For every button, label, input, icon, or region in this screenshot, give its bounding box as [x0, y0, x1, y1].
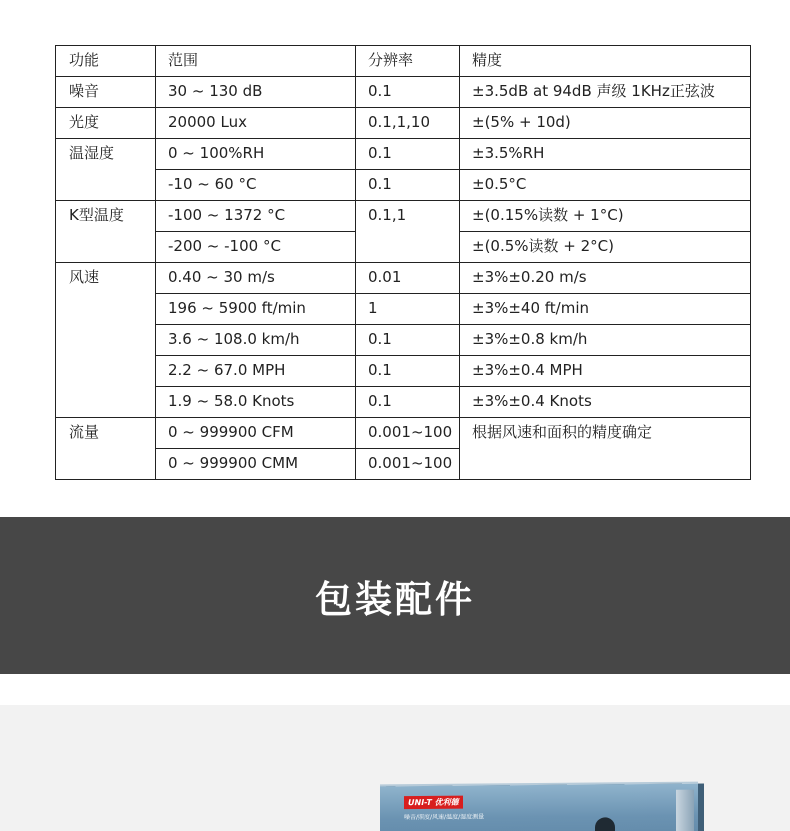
brand-logo: UNI-T 优利德 [404, 796, 463, 810]
table-row [56, 263, 751, 294]
accuracy-cell: ±3%±0.4 Knots [460, 387, 751, 418]
range-cell: 0 ~ 999900 CMM [156, 449, 356, 480]
table-row [56, 294, 751, 325]
table-row [56, 418, 751, 449]
table-row [56, 201, 751, 232]
table-header-row [56, 46, 751, 77]
resolution-cell: 0.1 [356, 77, 460, 108]
section-title: 包装配件 [315, 577, 475, 621]
range-cell: -10 ~ 60 °C [156, 170, 356, 201]
accuracy-cell: ±3%±0.20 m/s [460, 263, 751, 294]
accuracy-cell: ±3%±0.8 km/h [460, 325, 751, 356]
range-cell: 0 ~ 999900 CFM [156, 418, 356, 449]
table-row [56, 356, 751, 387]
accuracy-cell: ±0.5°C [460, 170, 751, 201]
product-box-image [380, 784, 698, 831]
resolution-cell: 0.1 [356, 139, 460, 170]
range-cell: 30 ~ 130 dB [156, 77, 356, 108]
table-row [56, 108, 751, 139]
box-side-panel [676, 790, 694, 831]
table-row [56, 325, 751, 356]
range-cell: 196 ~ 5900 ft/min [156, 294, 356, 325]
accuracy-cell: ±(0.15%读数 + 1°C) [460, 201, 751, 232]
function-cell: 风速 [56, 263, 156, 418]
resolution-cell: 0.1 [356, 325, 460, 356]
resolution-cell: 0.1,1,10 [356, 108, 460, 139]
range-cell: 0 ~ 100%RH [156, 139, 356, 170]
function-cell: 流量 [56, 418, 156, 480]
accuracy-cell: ±3%±0.4 MPH [460, 356, 751, 387]
resolution-cell: 0.1 [356, 387, 460, 418]
range-cell: 1.9 ~ 58.0 Knots [156, 387, 356, 418]
header-cell-resolution: 分辨率 [356, 46, 460, 77]
box-subtitle: 噪音/照度/风速/温度/湿度测量 [404, 813, 485, 822]
function-cell: K型温度 [56, 201, 156, 263]
accuracy-cell: ±(0.5%读数 + 2°C) [460, 232, 751, 263]
range-cell: -100 ~ 1372 °C [156, 201, 356, 232]
range-cell: 2.2 ~ 67.0 MPH [156, 356, 356, 387]
accuracy-cell: 根据风速和面积的精度确定 [460, 418, 751, 480]
resolution-cell: 0.001~100 [356, 449, 460, 480]
resolution-cell: 0.1,1 [356, 201, 460, 263]
section-banner [0, 517, 790, 674]
resolution-cell: 1 [356, 294, 460, 325]
table-row [56, 139, 751, 170]
device-image [595, 817, 615, 831]
range-cell: -200 ~ -100 °C [156, 232, 356, 263]
resolution-cell: 0.001~100 [356, 418, 460, 449]
accuracy-cell: ±3.5dB at 94dB 声级 1KHz正弦波 [460, 77, 751, 108]
header-cell-range: 范围 [156, 46, 356, 77]
range-cell: 0.40 ~ 30 m/s [156, 263, 356, 294]
table-row [56, 77, 751, 108]
function-cell: 温湿度 [56, 139, 156, 201]
resolution-cell: 0.01 [356, 263, 460, 294]
accuracy-cell: ±(5% + 10d) [460, 108, 751, 139]
resolution-cell: 0.1 [356, 356, 460, 387]
function-cell: 光度 [56, 108, 156, 139]
table-row [56, 170, 751, 201]
spec-table [55, 45, 751, 480]
accuracy-cell: ±3%±40 ft/min [460, 294, 751, 325]
range-cell: 3.6 ~ 108.0 km/h [156, 325, 356, 356]
resolution-cell: 0.1 [356, 170, 460, 201]
table-row [56, 387, 751, 418]
range-cell: 20000 Lux [156, 108, 356, 139]
header-cell-function: 功能 [56, 46, 156, 77]
accuracy-cell: ±3.5%RH [460, 139, 751, 170]
header-cell-accuracy: 精度 [460, 46, 751, 77]
function-cell: 噪音 [56, 77, 156, 108]
product-photo [0, 705, 790, 831]
